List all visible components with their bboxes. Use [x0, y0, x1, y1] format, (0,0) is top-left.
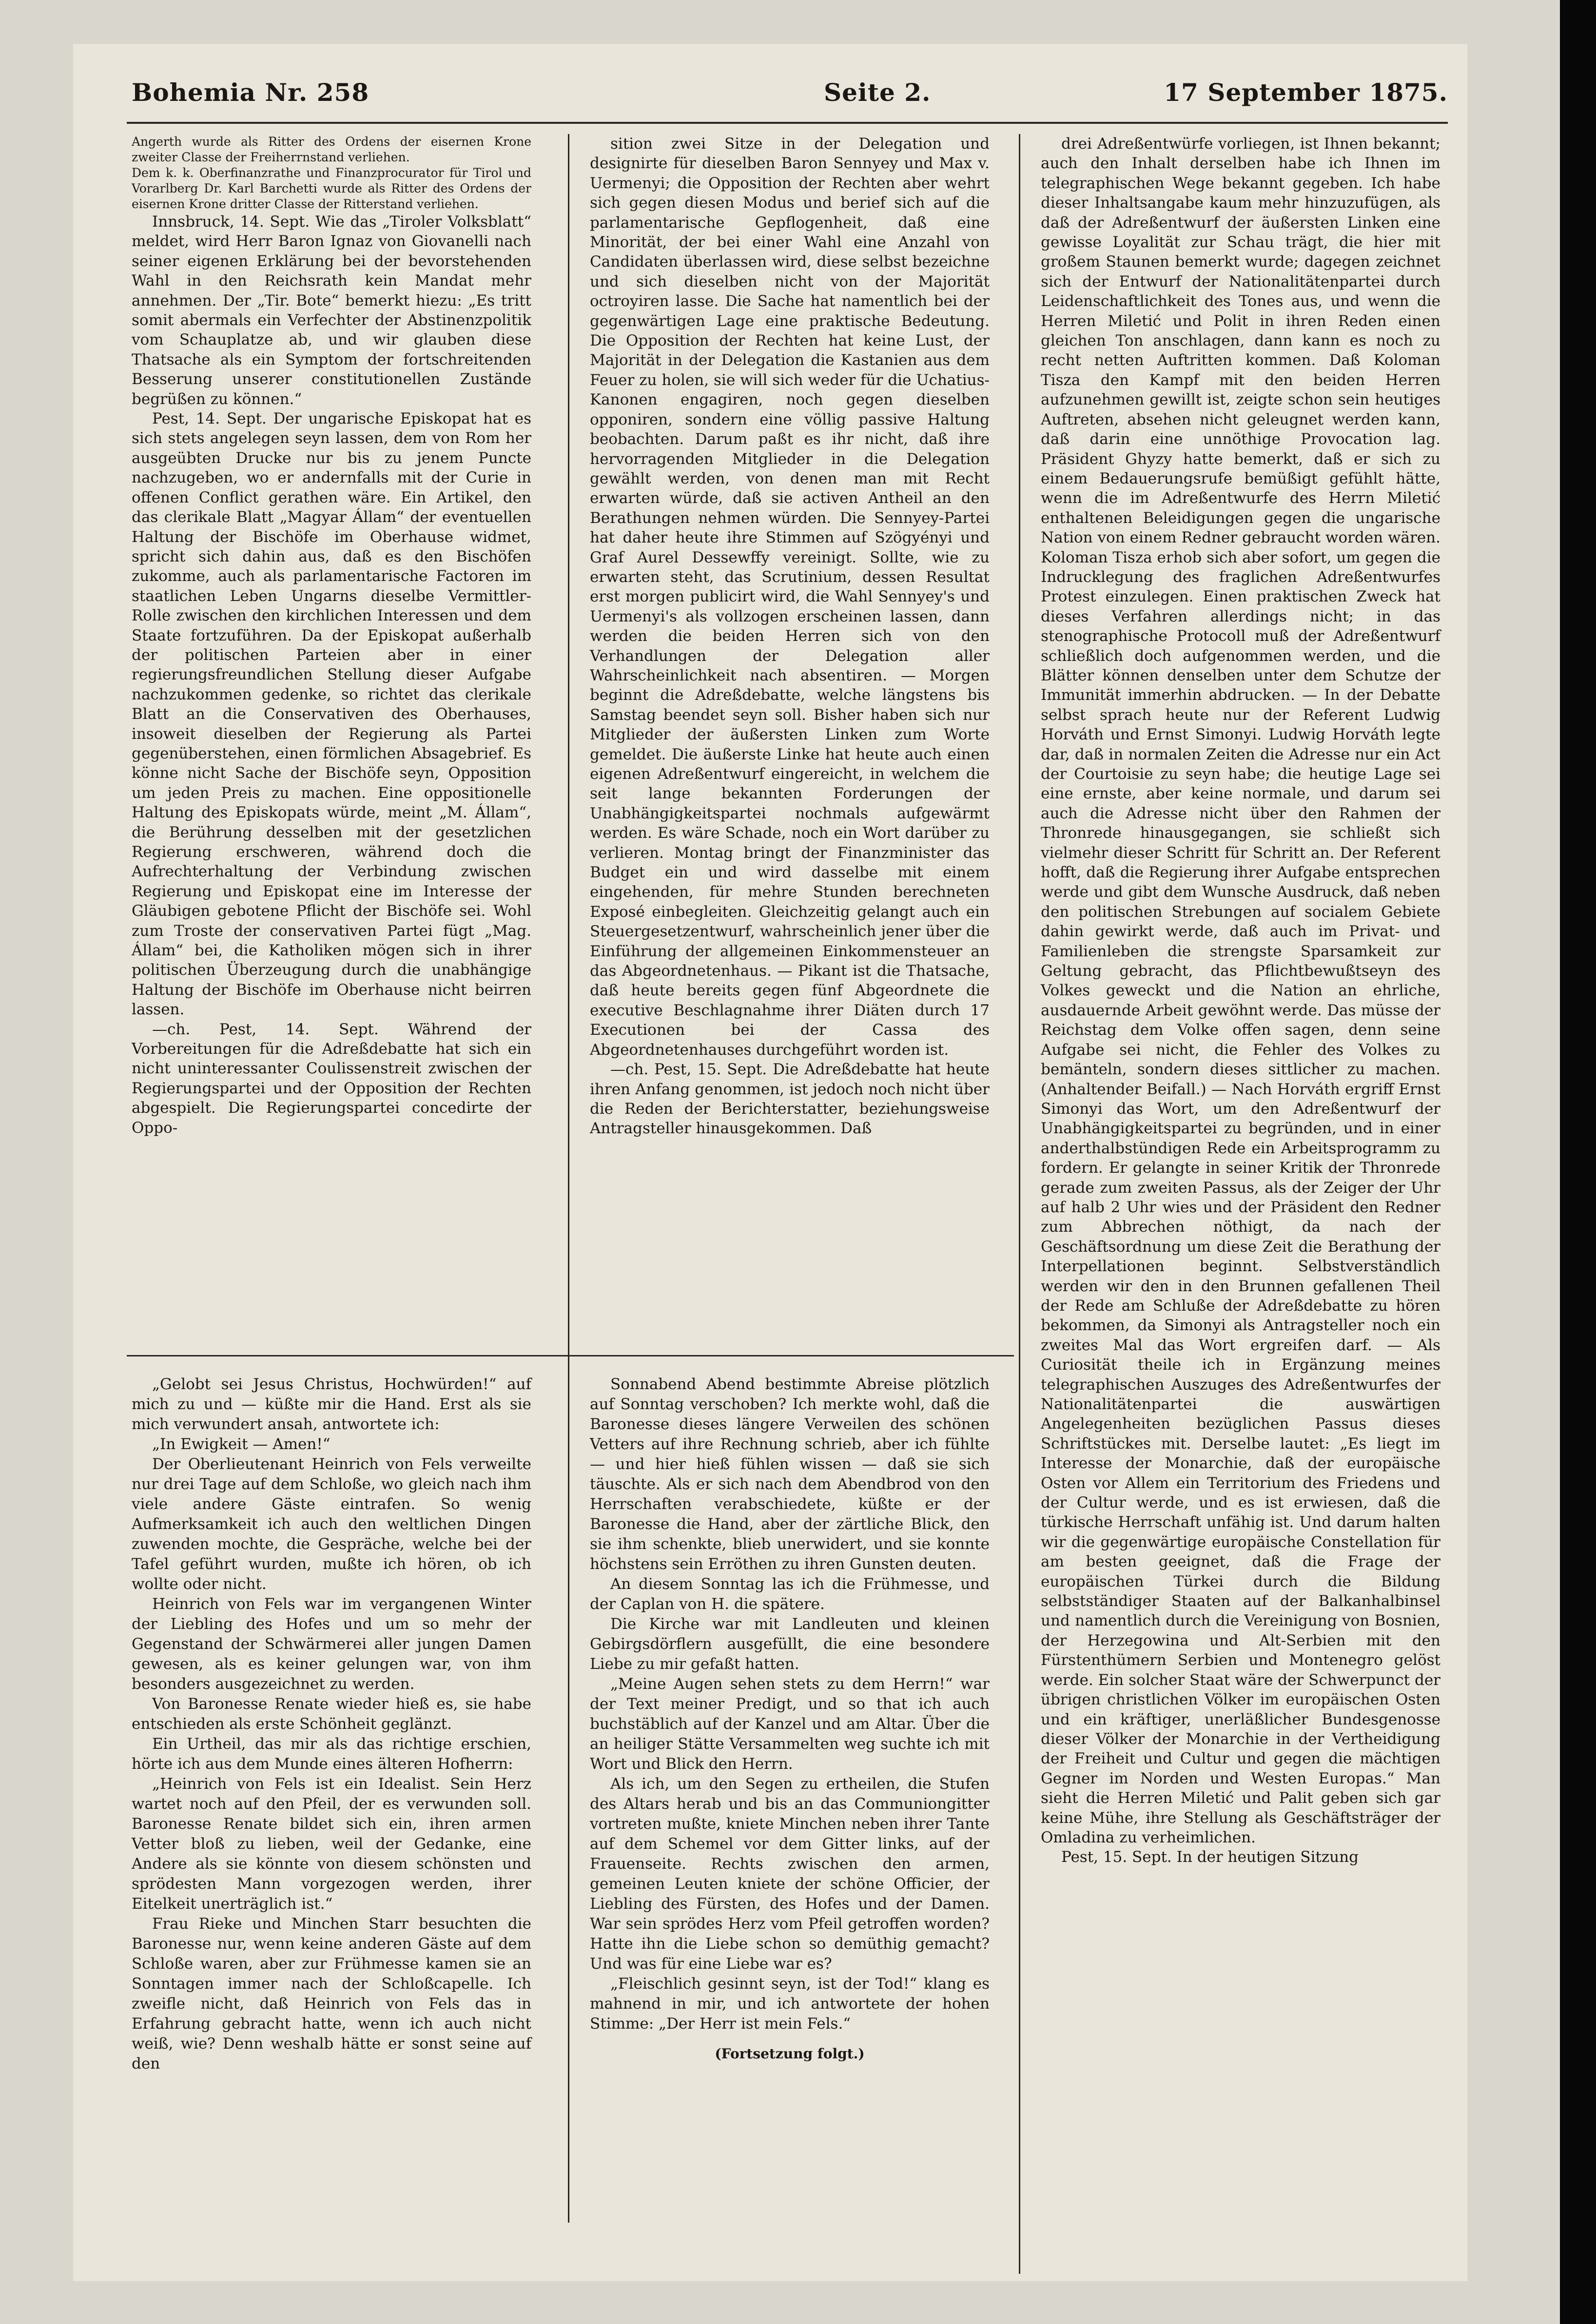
story-paragraph: Ein Urtheil, das mir als das richtige erschien, hörte ich aus dem Munde eines älteren Hofherrn: [132, 1735, 531, 1773]
news-column-1 [132, 134, 531, 1138]
story-paragraph: Der Oberlieutenant Heinrich von Fels verweilte nur drei Tage auf dem Schloße, wo gleich nach ihm viele andere Gäste eintrafen. So wenig Aufmerksamkeit ich auch den weltlichen Dingen zuwenden mochte, die Gespräche, welche bei der Tafel geführt wurden, mußte ich hören, ob ich wollte oder nicht. [132, 1455, 531, 1593]
feuilleton-column-2 [590, 1375, 990, 2064]
article-paragraph: Pest, 14. Sept. Der ungarische Episkopat hat es sich stets angelegen seyn lassen, dem von Rom her ausgeübten Drucke nur bis zu jenem Puncte nachzugeben, wo er andernfalls mit der Curie in offenen Conflict gerathen wäre. Ein Artikel, den das clerikale Blatt „Magyar Állam“ der eventuellen Haltung der Bischöfe im Oberhause widmet, spricht sich dahin aus, daß es den Bischöfen zukomme, auch als parlamentarische Factoren im staatlichen Leben Ungarns dieselbe Vermittler-Rolle zwischen den kirchlichen Interessen und dem Staate fortzuführen. Da der Episkopat außerhalb der politischen Parteien aber in einer regierungsfreundlichen Stellung dieser Aufgabe nachzukommen gedenke, so richtet das clerikale Blatt an die Conservativen des Oberhauses, insoweit dieselben der Regierung als Partei gegenüberstehen, einen förmlichen Absagebrief. Es könne nicht Sache der Bischöfe seyn, Opposition um jeden Preis zu machen. Eine oppositionelle Haltung des Episkopats würde, meint „M. Állam“, die Berührung desselben mit der gesetzlichen Regierung erschweren, während doch die Aufrechterhaltung der Verbindung zwischen Regierung und Episkopat eine im Interesse der Gläubigen gebotene Pflicht der Bischöfe sei. Wohl zum Troste der conservativen Partei fügt „Mag. Állam“ bei, die Katholiken mögen sich in ihrer politischen Überzeugung durch die unabhängige Haltung der Bischöfe im Oberhause nicht beirren lassen. [132, 410, 531, 1019]
page-number: Seite 2. [824, 78, 931, 107]
story-paragraph: „Meine Augen sehen stets zu dem Herrn!“ war der Text meiner Predigt, und so that ich auch buchstäblich auf der Kanzel und am Altar. Über die an heiliger Stätte Versammelten weg suchte ich mit Wort und Blick den Herrn. [590, 1675, 990, 1773]
article-paragraph: —ch. Pest, 15. Sept. Die Adreßdebatte hat heute ihren Anfang genommen, ist jedoch noch nicht über die Reden der Berichterstatter, beziehungsweise Antragsteller hinausgekommen. Daß [590, 1061, 990, 1138]
story-paragraph: An diesem Sonntag las ich die Frühmesse, und der Caplan von H. die spätere. [590, 1575, 990, 1613]
issue-date: 17 September 1875. [1164, 78, 1448, 107]
article-paragraph: sition zwei Sitze in der Delegation und designirte für dieselben Baron Sennyey und Max v. Uermenyi; die Opposition der Rechten aber wehrt sich gegen diesen Modus und berief sich auf die parlamentarische Gepflogenheit, daß eine Minorität, der bei einer Wahl eine Anzahl von Candidaten überlassen wird, diese selbst bezeichne und sich dieselben nicht von der Majorität octroyiren lasse. Die Sache hat namentlich bei der gegenwärtigen Lage eine praktische Bedeutung. Die Opposition der Rechten hat keine Lust, der Majorität in der Delegation die Kastanien aus dem Feuer zu holen, sie will sich weder für die Uchatius-Kanonen engagiren, noch gegen dieselben opponiren, sondern eine völlig passive Haltung beobachten. Darum paßt es ihr nicht, daß ihre hervorragenden Mitglieder in die Delegation gewählt werden, von denen man mit Recht erwarten würde, daß sie activen Antheil an den Berathungen nehmen würden. Die Sennyey-Partei hat daher heute ihre Stimmen auf Szögyényi und Graf Aurel Dessewffy vereinigt. Sollte, wie zu erwarten steht, das Scrutinium, dessen Resultat erst morgen publicirt wird, die Wahl Sennyey's und Uermenyi's als vollzogen erscheinen lassen, dann werden die beiden Herren sich von den Verhandlungen der Delegation aller Wahrscheinlichkeit nach absentiren. — Morgen beginnt die Adreßdebatte, welche längstens bis Samstag beendet seyn soll. Bisher haben sich nur Mitglieder der äußersten Linken zum Worte gemeldet. Die äußerste Linke hat heute auch einen eigenen Adreßentwurf eingereicht, in welchem die seit lange bekannten Forderungen der Unabhängigkeitspartei nochmals aufgewärmt werden. Es wäre Schade, noch ein Wort darüber zu verlieren. Montag bringt der Finanzminister das Budget ein und wird dasselbe mit einem eingehenden, für mehre Stunden berechneten Exposé einbegleiten. Gleichzeitig gelangt auch ein Steuergesetzentwurf, wahrscheinlich jener über die Einführung der allgemeinen Einkommensteuer an das Abgeordnetenhaus. — Pikant ist die Thatsache, daß heute bereits gegen fünf Abgeordnete die executive Beschlagnahme ihrer Diäten durch 17 Executionen bei der Cassa des Abgeordnetenhauses durchgeführt worden ist. [590, 135, 990, 1059]
article-paragraph: —ch. Pest, 14. Sept. Während der Vorbereitungen für die Adreßdebatte hat sich ein nicht uninteressanter Coulissenstreit zwischen der Regierungspartei und der Opposition der Rechten abgespielt. Die Regierungspartei concedirte der Oppo- [132, 1020, 531, 1137]
article-paragraph: Pest, 15. Sept. In der heutigen Sitzung [1061, 1848, 1359, 1866]
story-paragraph: „Gelobt sei Jesus Christus, Hochwürden!“ auf mich zu und — küßte mir die Hand. Erst als sie mich verwundert ansah, antwortete ich: [132, 1375, 531, 1433]
news-column-3 [1041, 134, 1440, 1867]
story-paragraph: „In Ewigkeit — Amen!“ [152, 1435, 331, 1453]
story-paragraph: Die Kirche war mit Landleuten und kleinen Gebirgsdörflern ausgefüllt, die eine besondere Liebe zu mir gefaßt hatten. [590, 1615, 990, 1673]
feuilleton-column-1 [132, 1375, 531, 2074]
story-paragraph: „Fleischlich gesinnt seyn, ist der Tod!“ klang es mahnend in mir, und ich antwortete der hohen Stimme: „Der Herr ist mein Fels.“ [590, 1975, 990, 2033]
masthead-issue: Bohemia Nr. 258 [132, 78, 370, 107]
column-rule [1019, 134, 1020, 2274]
column-rule [568, 1370, 569, 2223]
article-paragraph: Innsbruck, 14. Sept. Wie das „Tiroler Volksblatt“ meldet, wird Herr Baron Ignaz von Giovanelli nach seiner eigenen Erklärung bei der bevorstehenden Wahl in den Reichsrath kein Mandat mehr annehmen. Der „Tir. Bote“ bemerkt hiezu: „Es tritt somit abermals ein Verfechter der Abstinenzpolitik vom Schauplatze ab, und wir glauben diese Thatsache als ein Symptom der fortschreitenden Besserung unserer constitutionellen Zustände begrüßen zu können.“ [132, 213, 531, 408]
article-paragraph: drei Adreßentwürfe vorliegen, ist Ihnen bekannt; auch den Inhalt derselben habe ich Ihnen im telegraphischen Wege bekannt gegeben. Ich habe dieser Inhaltsangabe kaum mehr hinzuzufügen, als daß der Adreßentwurf der äußersten Linken eine gewisse Loyalität zur Schau trägt, die hier mit großem Staunen bemerkt wurde; dagegen zeichnet sich der Entwurf der Nationalitätenpartei durch Leidenschaftlichkeit des Tones aus, und wenn die Herren Miletić und Polit in ihren Reden einen gleichen Ton anschlagen, dann kann es noch zu recht netten Auftritten kommen. Daß Koloman Tisza den Kampf mit den beiden Herren aufzunehmen gewillt ist, zeigte schon sein heutiges Auftreten, absehen nicht geleugnet werden kann, daß darin eine unnöthige Provocation lag. Präsident Ghyzy hatte bemerkt, daß er sich zu einem Bedauerungsrufe bemüßigt gefühlt hätte, wenn die im Adreßentwurfe des Herrn Miletić enthaltenen Beleidigungen gegen die ungarische Nation von einem Redner gebraucht worden wären. Koloman Tisza erhob sich aber sofort, um gegen die Indrucklegung des fraglichen Adreßentwurfes Protest einzulegen. Einen praktischen Zweck hat dieses Verfahren allerdings nicht; in das stenographische Protocoll muß der Adreßentwurf schließlich doch aufgenommen werden, und die Blätter können denselben unter dem Schutze der Immunität immerhin abdrucken. — In der Debatte selbst sprach heute nur der Referent Ludwig Horváth und Ernst Simonyi. Ludwig Horváth legte dar, daß in normalen Zeiten die Adresse nur ein Act der Courtoisie zu seyn habe; die heutige Lage sei eine ernste, aber keine normale, und darum sei auch die Adresse nicht über den Rahmen der Thronrede hinausgegangen, sie schließt sich vielmehr dieser Schritt für Schritt an. Der Referent hofft, daß die Regierung ihrer Aufgabe entsprechen werde und gibt dem Wunsche Ausdruck, daß neben den politischen Strebungen auf socialem Gebiete dahin gewirkt werde, daß auch im Privat- und Familienleben die strengste Sparsamkeit zur Geltung gebracht, das Pflichtbewußtseyn des Volkes geweckt und die Nation an ehrliche, ausdauernde Arbeit gewöhnt werde. Das müsse der Reichstag dem Volke offen sagen, denn seine Aufgabe sei nicht, die Fehler des Volkes zu bemänteln, sondern dieses sittlicher zu machen. (Anhaltender Beifall.) — Nach Horváth ergriff Ernst Simonyi das Wort, um den Adreßentwurf der Unabhängigkeitspartei zu begründen, und in einer anderthalbstündigen Rede ein Arbeitsprogramm zu fordern. Er gelangte in seiner Kritik der Thronrede gerade zum zweiten Passus, als der Zeiger der Uhr auf halb 2 Uhr wies und der Präsident den Redner zum Abbrechen nöthigt, da nach der Geschäftsordnung um diese Zeit die Berathung der Interpellationen beginnt. Selbstverständlich werden wir den in den Brunnen gefallenen Theil der Rede am Schluße der Adreßdebatte zu hören bekommen, da Simonyi als Antragsteller noch ein zweites Mal das Wort ergreifen darf. — Als Curiosität theile ich in Ergänzung meines telegraphischen Auszuges des Adreßentwurfes der Nationalitätenpartei die auswärtigen Angelegenheiten bezüglichen Passus dieses Schriftstückes mit. Derselbe lautet: „Es liegt im Interesse der Monarchie, daß der europäische Osten vor Allem ein Territorium des Friedens und der Cultur werde, und es ist erwiesen, daß die türkische Herrschaft unfähig ist. Und darum halten wir die gegenwärtige europäische Constellation für am besten geeignet, daß die Frage der europäischen Türkei durch die Bildung selbstständiger Staaten auf der Balkanhalbinsel und namentlich durch die Vereinigung von Bosnien, der Herzegowina und Alt-Serbien mit den Fürstenthümern Serbien und Montenegro gelöst werde. Ein solcher Staat wäre der Schwerpunct der übrigen christlichen Völker im europäischen Osten und ein kräftiger, unerläßlicher Bundesgenosse dieser Völker der Monarchie in der Vertheidigung der Freiheit und Cultur und gegen die mächtigen Gegner im Norden und Westen Europas.“ Man sieht die Herren Miletić und Palit geben sich gar keine Mühe, ihre Stellung als Geschäftsträger der Omladina zu verheimlichen. [1041, 135, 1440, 1846]
newspaper-page [73, 44, 1467, 2281]
story-paragraph: Als ich, um den Segen zu ertheilen, die Stufen des Altars herab und bis an das Communiongitter vortreten mußte, kniete Minchen neben ihrer Tante auf dem Schemel vor dem Gitter links, auf der Frauenseite. Rechts zwischen den armen, gemeinen Leuten kniete der schöne Officier, der Liebling des Fürsten, des Hofes und der Damen. War sein sprödes Herz vom Pfeil getroffen worden? Hatte ihn die Liebe schon so demüthig gemacht? Und was für eine Liebe war es? [590, 1775, 990, 1973]
story-paragraph: Von Baronesse Renate wieder hieß es, sie habe entschieden als erste Schönheit geglänzt. [132, 1695, 531, 1733]
article-paragraph: Angerth wurde als Ritter des Ordens der eisernen Krone zweiter Classe der Freiherrnstand verliehen. [132, 135, 531, 164]
column-rule [568, 134, 569, 1387]
story-paragraph: Heinrich von Fels war im vergangenen Winter der Liebling des Hofes und um so mehr der Gegenstand der Schwärmerei aller jungen Damen gewesen, als es keiner gelungen war, von ihm besonders ausgezeichnet zu werden. [132, 1595, 531, 1693]
header-rule [127, 122, 1448, 124]
story-paragraph: Sonnabend Abend bestimmte Abreise plötzlich auf Sonntag verschoben? Ich merkte wohl, daß die Baronesse dieses längere Verweilen des schönen Vetters auf ihre Rechnung schrieb, aber ich fühlte — und hier hieß fühlen wissen — daß sie sich täuschte. Als er sich nach dem Abendbrod von den Herrschaften verabschiedete, küßte er der Baronesse die Hand, aber der zärtliche Blick, den sie ihm schenkte, blieb unerwidert, und sie konnte höchstens sein Erröthen zu ihren Gunsten deuten. [590, 1375, 990, 1573]
feuilleton-rule [127, 1355, 1014, 1356]
scan-border [1560, 0, 1596, 2324]
page-header [132, 78, 1448, 117]
news-column-2 [590, 134, 990, 1139]
story-paragraph: „Heinrich von Fels ist ein Idealist. Sein Herz wartet noch auf den Pfeil, der es verwunden soll. Baronesse Renate bildet sich ein, ihren armen Vetter bloß zu lieben, weil der Gedanke, eine Andere als sie könnte von diesem schönsten und sprödesten Mann vorgezogen werden, ihrer Eitelkeit unerträglich ist.“ [132, 1775, 531, 1913]
continuation-note: (Fortsetzung folgt.) [715, 2046, 865, 2062]
story-paragraph: Frau Rieke und Minchen Starr besuchten die Baronesse nur, wenn keine anderen Gäste auf dem Schloße waren, aber zur Frühmesse kamen sie an Sonntagen immer nach der Schloßcapelle. Ich zweifle nicht, daß Heinrich von Fels das in Erfahrung gebracht hatte, wenn ich auch nicht weiß, wie? Denn weshalb hätte er sonst seine auf den [132, 1915, 531, 2072]
article-paragraph: Dem k. k. Oberfinanzrathe und Finanzprocurator für Tirol und Vorarlberg Dr. Karl Barchetti wurde als Ritter des Ordens der eisernen Krone dritter Classe der Ritterstand verliehen. [132, 166, 531, 211]
